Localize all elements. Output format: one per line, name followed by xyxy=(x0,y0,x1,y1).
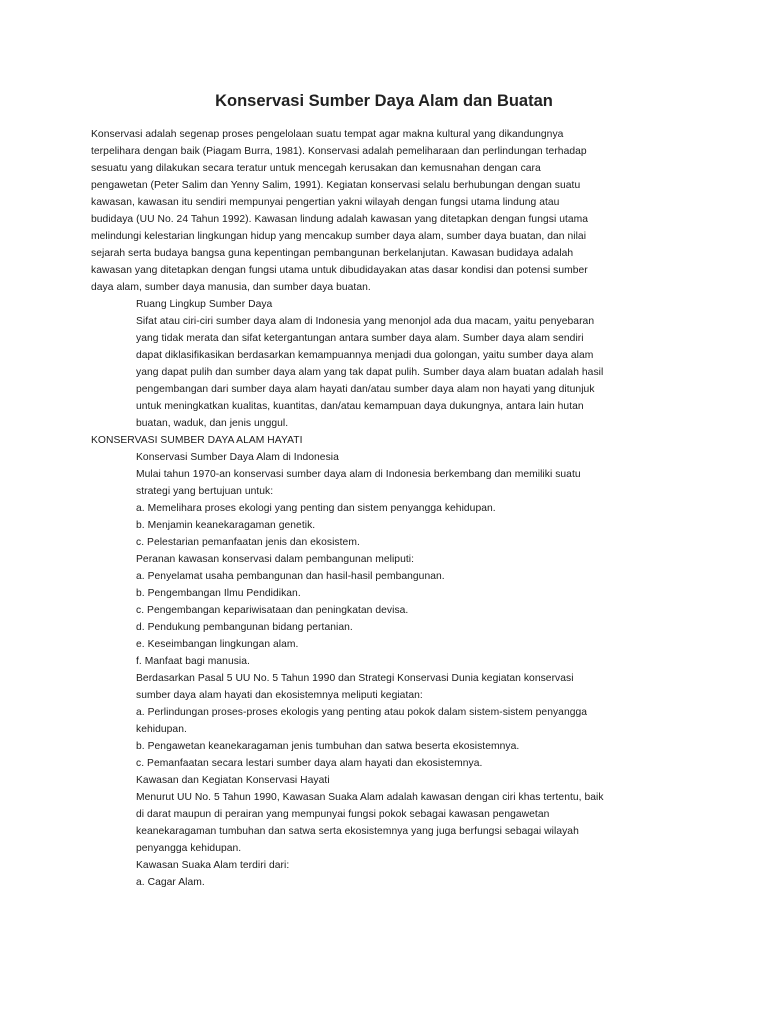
text-line: terpelihara dengan baik (Piagam Burra, 1981). Konservasi adalah pemeliharaan dan perlindungan terhadap xyxy=(91,146,587,157)
text-line: Sifat atau ciri-ciri sumber daya alam di Indonesia yang menonjol ada dua macam, yaitu penyebaran xyxy=(136,316,595,327)
text-line: a. Memelihara proses ekologi yang penting dan sistem penyangga kehidupan. xyxy=(136,503,496,514)
text-line: buatan, waduk, dan jenis unggul. xyxy=(136,418,289,429)
text-line: f. Manfaat bagi manusia. xyxy=(136,656,250,667)
text-line: daya alam, sumber daya manusia, dan sumber daya buatan. xyxy=(91,282,371,293)
text-line: untuk meningkatkan kualitas, kuantitas, dan/atau kemampuan daya dukungnya, antara lain hutan xyxy=(136,401,584,412)
text-line: d. Pendukung pembangunan bidang pertanian. xyxy=(136,622,353,633)
text-line: sumber daya alam hayati dan ekosistemnya meliputi kegiatan: xyxy=(136,690,423,701)
text-line: Menurut UU No. 5 Tahun 1990, Kawasan Suaka Alam adalah kawasan dengan ciri khas tertentu, baik xyxy=(136,792,604,803)
text-line: c. Pelestarian pemanfaatan jenis dan ekosistem. xyxy=(136,537,360,548)
text-line: sesuatu yang dilakukan secara teratur untuk mencegah kerusakan dan kemusnahan dengan cara xyxy=(91,163,541,174)
text-line: sejarah serta budaya bangsa guna kepentingan pembangunan berkelanjutan. Kawasan budidaya adalah xyxy=(91,248,574,259)
text-line: strategi yang bertujuan untuk: xyxy=(136,486,274,497)
text-line: b. Pengawetan keanekaragaman jenis tumbuhan dan satwa beserta ekosistemnya. xyxy=(136,741,520,752)
text-line: yang dapat pulih dan sumber daya alam yang tak dapat pulih. Sumber daya alam buatan adalah hasil xyxy=(136,367,604,378)
text-line: e. Keseimbangan lingkungan alam. xyxy=(136,639,299,650)
text-line: budidaya (UU No. 24 Tahun 1992). Kawasan lindung adalah kawasan yang ditetapkan dengan fungsi utama xyxy=(91,214,589,225)
text-line: Konservasi adalah segenap proses pengelolaan suatu tempat agar makna kultural yang dikandungnya xyxy=(91,129,564,140)
text-line: Konservasi Sumber Daya Alam di Indonesia xyxy=(136,452,339,463)
text-line: KONSERVASI SUMBER DAYA ALAM HAYATI xyxy=(91,435,303,446)
text-line: Ruang Lingkup Sumber Daya xyxy=(136,299,273,310)
text-line: kawasan, kawasan itu sendiri mempunyai pengertian yakni wilayah dengan fungsi utama lindung atau xyxy=(91,197,560,208)
document-title: Konservasi Sumber Daya Alam dan Buatan xyxy=(215,92,553,110)
text-line: Kawasan Suaka Alam terdiri dari: xyxy=(136,860,290,871)
text-line: c. Pemanfaatan secara lestari sumber daya alam hayati dan ekosistemnya. xyxy=(136,758,483,769)
text-line: melindungi kelestarian lingkungan hidup yang mencakup sumber daya alam, sumber daya buatan, dan nilai xyxy=(91,231,587,242)
text-line: dapat diklasifikasikan berdasarkan kemampuannya menjadi dua golongan, yaitu sumber daya alam xyxy=(136,350,594,361)
text-line: c. Pengembangan kepariwisataan dan peningkatan devisa. xyxy=(136,605,409,616)
text-line: a. Perlindungan proses-proses ekologis yang penting atau pokok dalam sistem-sistem penyangga xyxy=(136,707,588,718)
text-line: a. Cagar Alam. xyxy=(136,877,205,888)
text-line: Mulai tahun 1970-an konservasi sumber daya alam di Indonesia berkembang dan memiliki suatu xyxy=(136,469,581,480)
text-line: b. Pengembangan Ilmu Pendidikan. xyxy=(136,588,301,599)
text-line: Berdasarkan Pasal 5 UU No. 5 Tahun 1990 dan Strategi Konservasi Dunia kegiatan konservasi xyxy=(136,673,574,684)
text-line: di darat maupun di perairan yang mempunyai fungsi pokok sebagai kawasan pengawetan xyxy=(136,809,550,820)
text-line: Kawasan dan Kegiatan Konservasi Hayati xyxy=(136,775,330,786)
text-line: kehidupan. xyxy=(136,724,187,735)
text-line: yang tidak merata dan sifat ketergantungan antara sumber daya alam. Sumber daya alam sendiri xyxy=(136,333,584,344)
text-line: Peranan kawasan konservasi dalam pembangunan meliputi: xyxy=(136,554,415,565)
text-line: b. Menjamin keanekaragaman genetik. xyxy=(136,520,316,531)
text-line: pengawetan (Peter Salim dan Yenny Salim, 1991). Kegiatan konservasi selalu berhubungan dengan suatu xyxy=(91,180,581,191)
text-line: kawasan yang ditetapkan dengan fungsi utama untuk dibudidayakan atas dasar kondisi dan potensi sumber xyxy=(91,265,588,276)
text-line: keanekaragaman tumbuhan dan satwa serta ekosistemnya yang juga berfungsi sebagai wilayah xyxy=(136,826,579,837)
text-line: pengembangan dari sumber daya alam hayati dan/atau sumber daya alam non hayati yang ditunjuk xyxy=(136,384,595,395)
text-line: a. Penyelamat usaha pembangunan dan hasil-hasil pembangunan. xyxy=(136,571,445,582)
document-body xyxy=(91,126,681,891)
text-line: penyangga kehidupan. xyxy=(136,843,242,854)
